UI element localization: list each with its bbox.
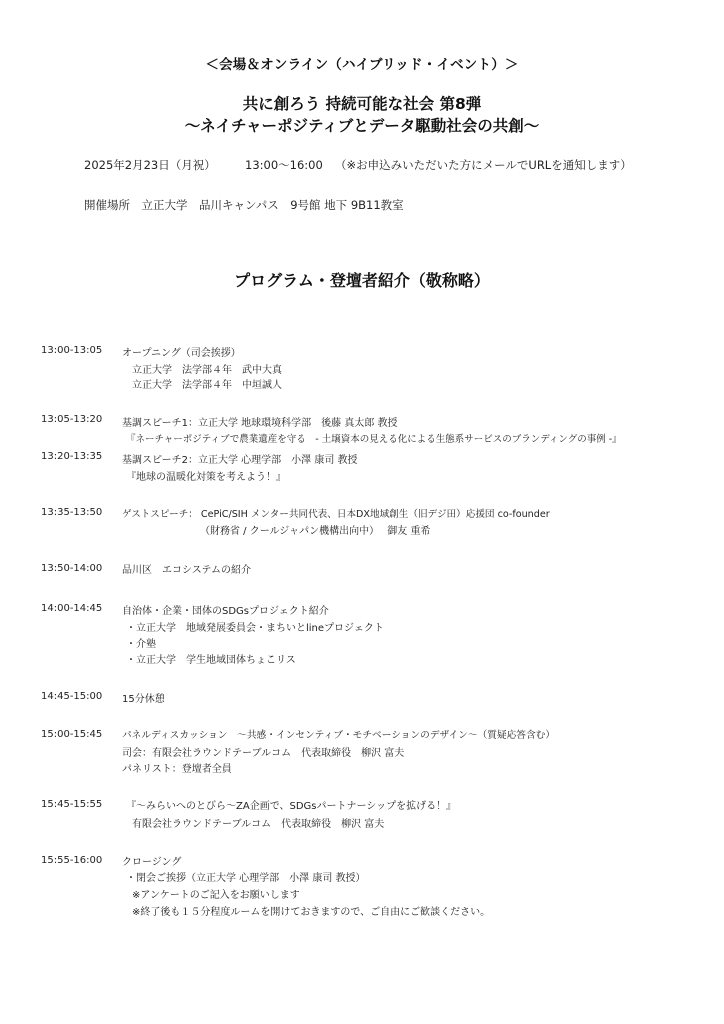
session-talk-title: 『地球の温暖化対策を考えよう！』: [126, 472, 286, 483]
session-title: パネルディスカッション 〜共感・インセンティブ・モチベーションのデザイン〜（質疑応答含む）: [122, 730, 556, 741]
project-item: ・立正大学 学生地域団体ちょこリス: [126, 655, 296, 666]
event-subtitle: 〜ネイチャーポジティブとデータ駆動社会の共創〜: [184, 117, 540, 135]
session-time: 15:00-15:45: [41, 729, 103, 740]
after-event-note: ※終了後も１５分程度ルームを開けておきますので、ご自由にご歓談ください。: [132, 907, 491, 918]
session-time: 14:00-14:45: [41, 603, 103, 614]
session-time: 15:45-15:55: [41, 799, 103, 810]
session-title: 『〜みらいへのとびら〜ZA企画で、SDGsパートナーシップを拡げる！』: [126, 801, 457, 812]
event-time: 13:00〜16:00: [245, 158, 323, 172]
session-title: 基調スピーチ1：立正大学 地球環境科学部 後藤 真太郎 教授: [122, 418, 398, 429]
event-venue: 開催場所 立正大学 品川キャンパス 9号館 地下 9B11教室: [84, 198, 404, 212]
session-title: 自治体・企業・団体のSDGsプロジェクト紹介: [122, 606, 329, 617]
session-time: 13:00-13:05: [41, 345, 103, 356]
event-format-label: ＜会場＆オンライン（ハイブリッド・イベント）＞: [205, 57, 519, 73]
session-title: 15分休憩: [122, 694, 165, 705]
session-title: ゲストスピーチ： CePiC/SIH メンター共同代表、日本DX地域創生（旧デジ田）応援団 co-founder: [122, 509, 550, 520]
session-speaker: 立正大学 法学部４年 中垣誠人: [132, 380, 282, 391]
session-speaker: 立正大学 法学部４年 武中大真: [132, 365, 282, 376]
session-panelists: パネリスト：登壇者全員: [122, 764, 232, 775]
session-time: 13:05-13:20: [41, 414, 103, 425]
session-moderator: 司会：有限会社ラウンドテーブルコム 代表取締役 柳沢 富夫: [122, 748, 405, 759]
session-title: オープニング（司会挨拶）: [122, 348, 241, 359]
session-time: 13:20-13:35: [41, 451, 103, 462]
program-heading: プログラム・登壇者紹介（敬称略）: [234, 271, 490, 290]
session-talk-title: 『ネーチャーポジティブで農業遺産を守る - 土壌資本の見える化による生態系サービスのブランディングの事例 -』: [126, 434, 622, 445]
event-date: 2025年2月23日（月祝）: [84, 158, 216, 172]
closing-remarks: ・閉会ご挨拶（立正大学 心理学部 小澤 康司 教授）: [126, 873, 366, 884]
session-time: 14:45-15:00: [41, 691, 103, 702]
survey-note: ※アンケートのご記入をお願いします: [132, 890, 300, 901]
project-item: ・立正大学 地域発展委員会・まちいとlineプロジェクト: [126, 623, 384, 634]
event-title: 共に創ろう 持続可能な社会 第8弾: [242, 95, 482, 113]
session-time: 15:55-16:00: [41, 855, 103, 866]
session-title: 基調スピーチ2：立正大学 心理学部 小澤 康司 教授: [122, 455, 358, 466]
session-title: クロージング: [122, 857, 182, 868]
session-speaker: 有限会社ラウンドテーブルコム 代表取締役 柳沢 富夫: [132, 819, 385, 830]
session-time: 13:35-13:50: [41, 507, 103, 518]
session-title: 品川区 エコシステムの紹介: [122, 565, 251, 576]
url-note: （※お申込みいただいた方にメールでURLを通知します）: [335, 158, 632, 172]
session-time: 13:50-14:00: [41, 563, 103, 574]
project-item: ・介塾: [126, 639, 156, 650]
session-speaker: （財務省 / クールジャパン機構出向中） 御友 重希: [200, 526, 431, 537]
